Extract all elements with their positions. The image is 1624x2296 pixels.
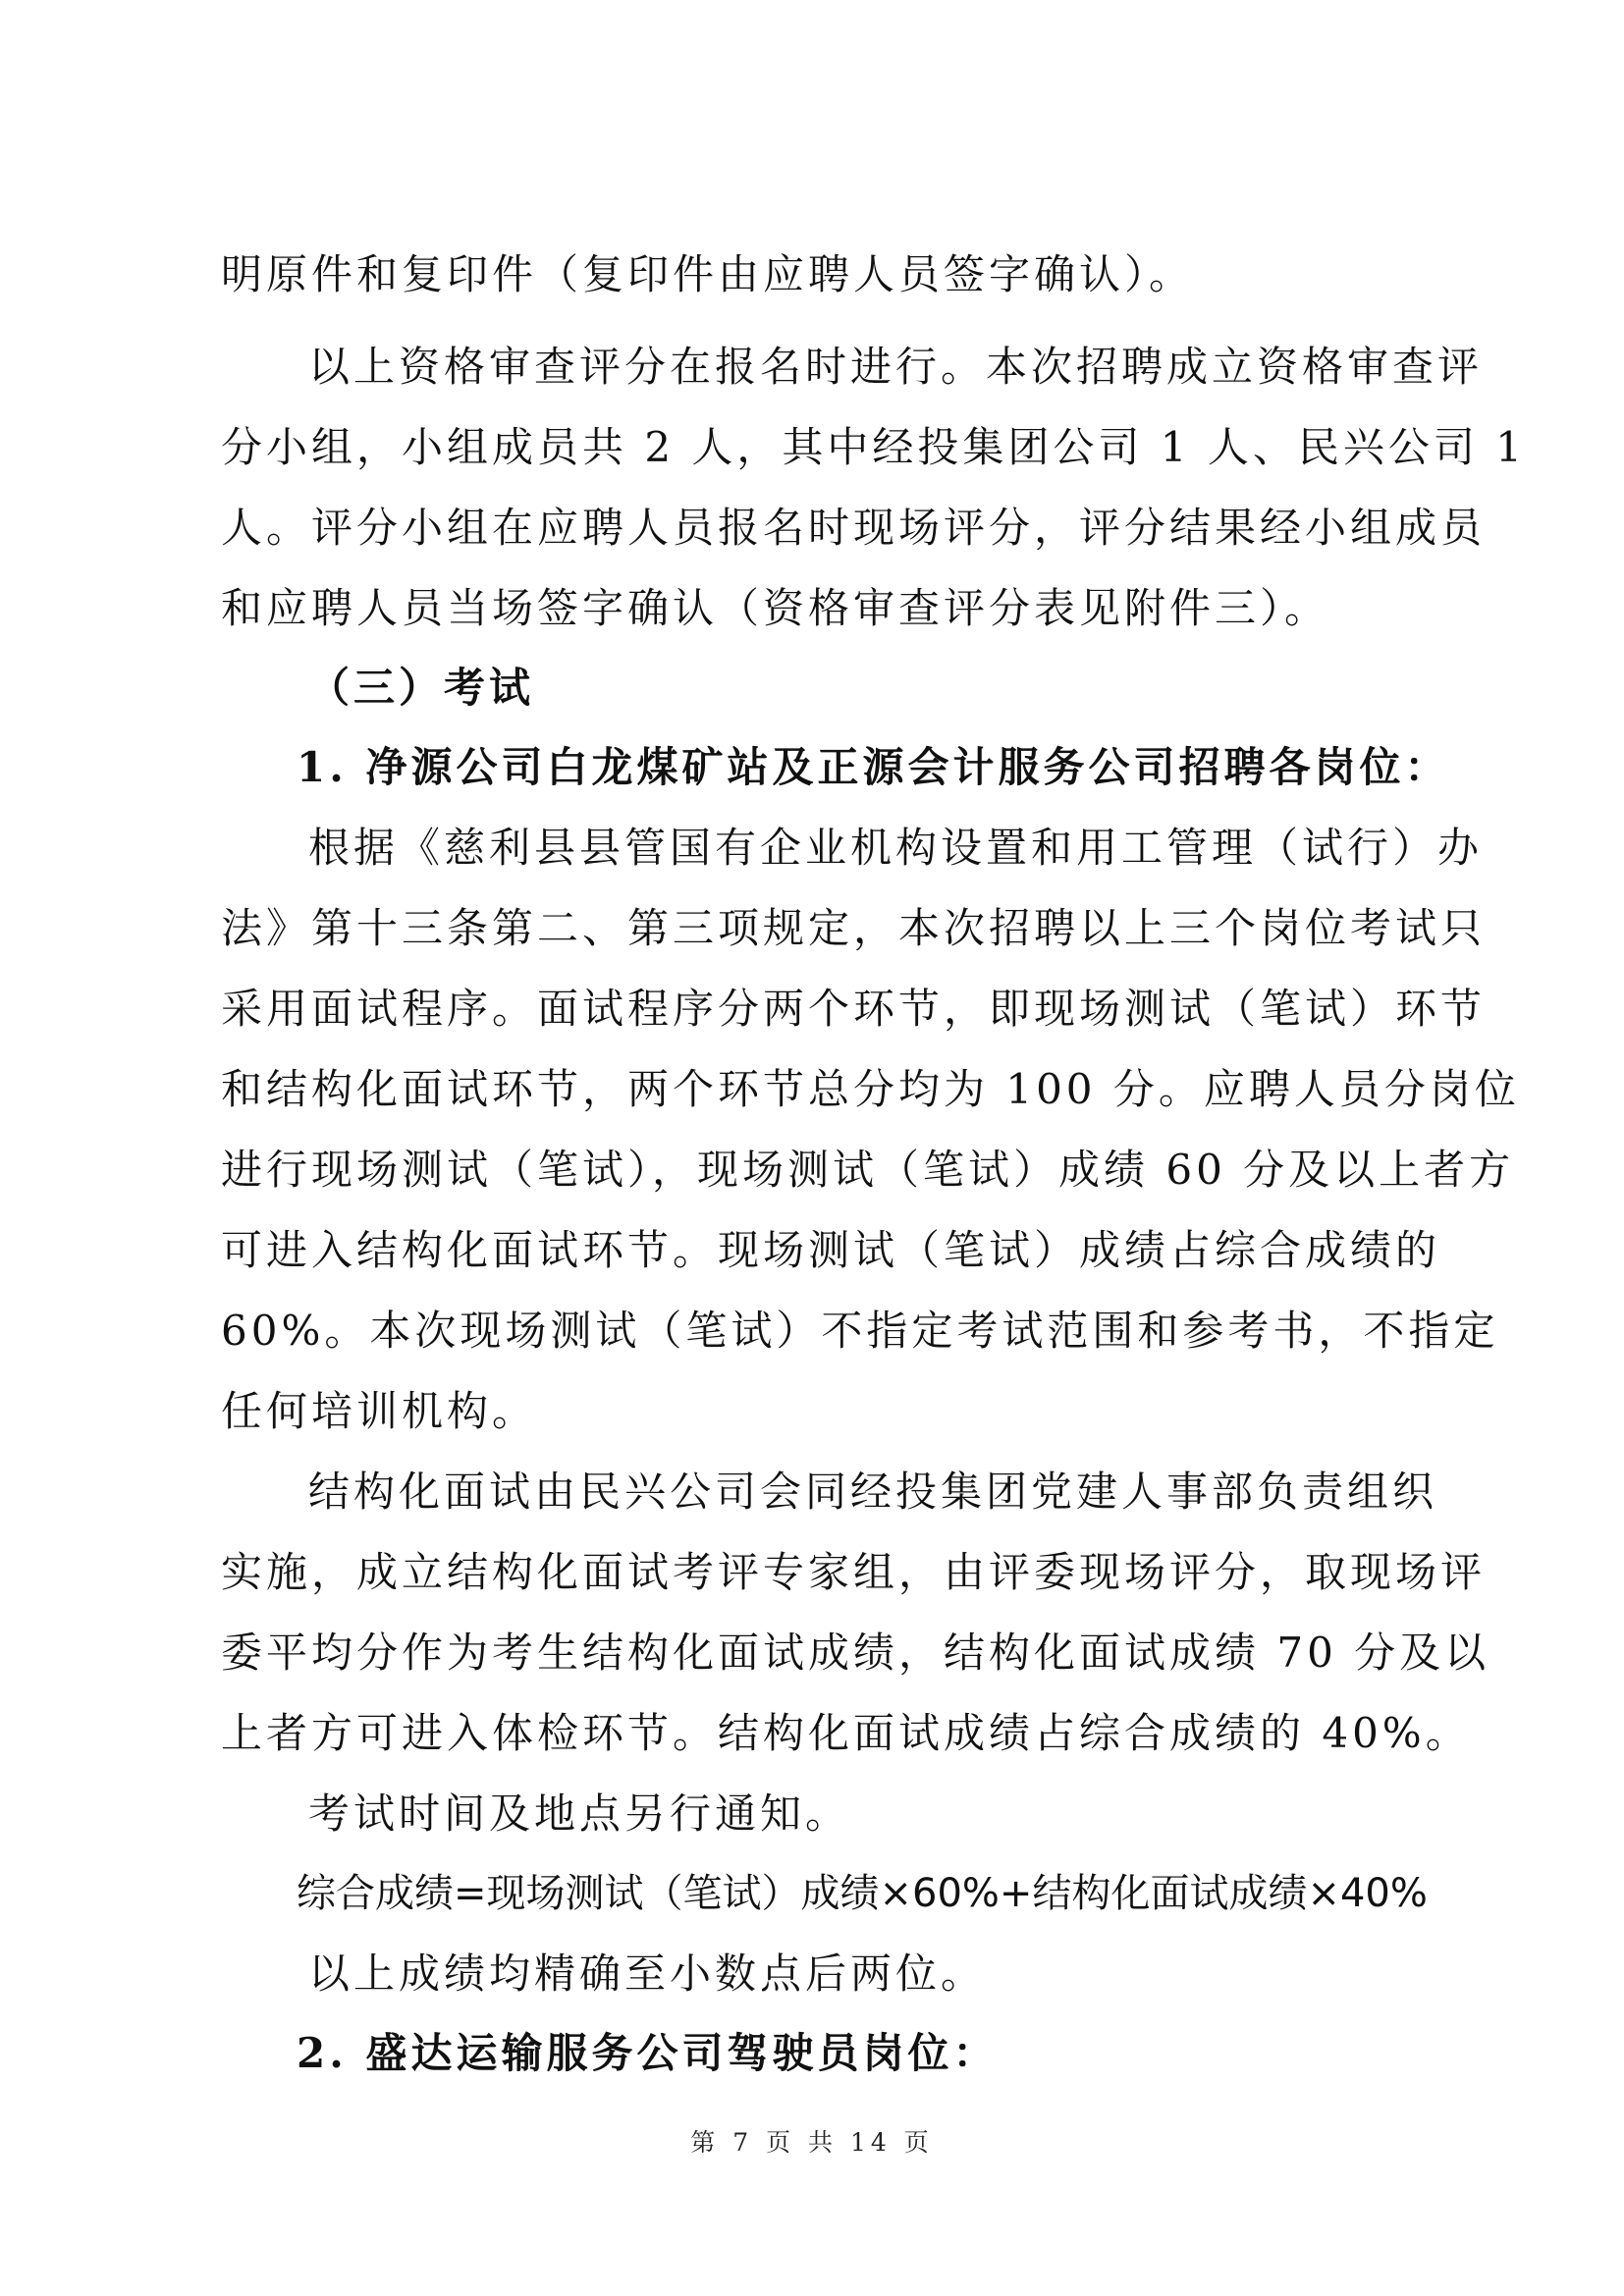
subsection-heading: 2. 盛达运输服务公司驾驶员岗位： xyxy=(297,2029,999,2077)
paragraph-line: 结构化面试由民兴公司会同经投集团党建人事部负责组织 xyxy=(308,1468,1438,1516)
page-footer: 第 7 页 共 14 页 xyxy=(690,2128,934,2157)
paragraph-line: 考试时间及地点另行通知。 xyxy=(308,1789,851,1838)
paragraph-line: 采用面试程序。面试程序分两个环节，即现场测试（笔试）环节 xyxy=(221,985,1487,1033)
paragraph-line: 人。评分小组在应聘人员报名时现场评分，评分结果经小组成员 xyxy=(221,504,1487,552)
paragraph-line: 实施，成立结构化面试考评专家组，由评委现场评分，取现场评 xyxy=(221,1548,1487,1596)
paragraph-line: 法》第十三条第二、第三项规定，本次招聘以上三个岗位考试只 xyxy=(221,904,1487,952)
paragraph-line: 任何培训机构。 xyxy=(221,1387,538,1435)
paragraph-line: 和应聘人员当场签字确认（资格审查评分表见附件三）。 xyxy=(221,584,1330,632)
paragraph-line: 明原件和复印件（复印件由应聘人员签字确认）。 xyxy=(221,250,1195,298)
paragraph-line: 根据《慈利县县管国有企业机构设置和用工管理（试行）办 xyxy=(308,824,1484,872)
section-heading: （三）考试 xyxy=(308,664,535,712)
paragraph-line: 以上成绩均精确至小数点后两位。 xyxy=(308,1949,987,1998)
paragraph-line: 和结构化面试环节，两个环节总分均为 100 分。应聘人员分岗位 xyxy=(221,1065,1520,1113)
paragraph-line: 进行现场测试（笔试），现场测试（笔试）成绩 60 分及以上者方 xyxy=(221,1146,1515,1194)
paragraph-line: 委平均分作为考生结构化面试成绩，结构化面试成绩 70 分及以 xyxy=(221,1629,1490,1677)
paragraph-line: 可进入结构化面试环节。现场测试（笔试）成绩占综合成绩的 xyxy=(221,1226,1441,1274)
paragraph-line: 以上资格审查评分在报名时进行。本次招聘成立资格审查评 xyxy=(308,343,1484,391)
paragraph-line: 60%。本次现场测试（笔试）不指定考试范围和参考书，不指定 xyxy=(221,1307,1499,1355)
paragraph-line: 上者方可进入体检环节。结构化面试成绩占综合成绩的 40%。 xyxy=(221,1709,1471,1757)
paragraph-line: 分小组，小组成员共 2 人，其中经投集团公司 1 人、民兴公司 1 xyxy=(221,423,1526,471)
subsection-heading: 1. 净源公司白龙煤矿站及正源会计服务公司招聘各岗位： xyxy=(297,743,1450,791)
score-formula: 综合成绩=现场测试（笔试）成绩×60%+结构化面试成绩×40% xyxy=(297,1871,1428,1916)
